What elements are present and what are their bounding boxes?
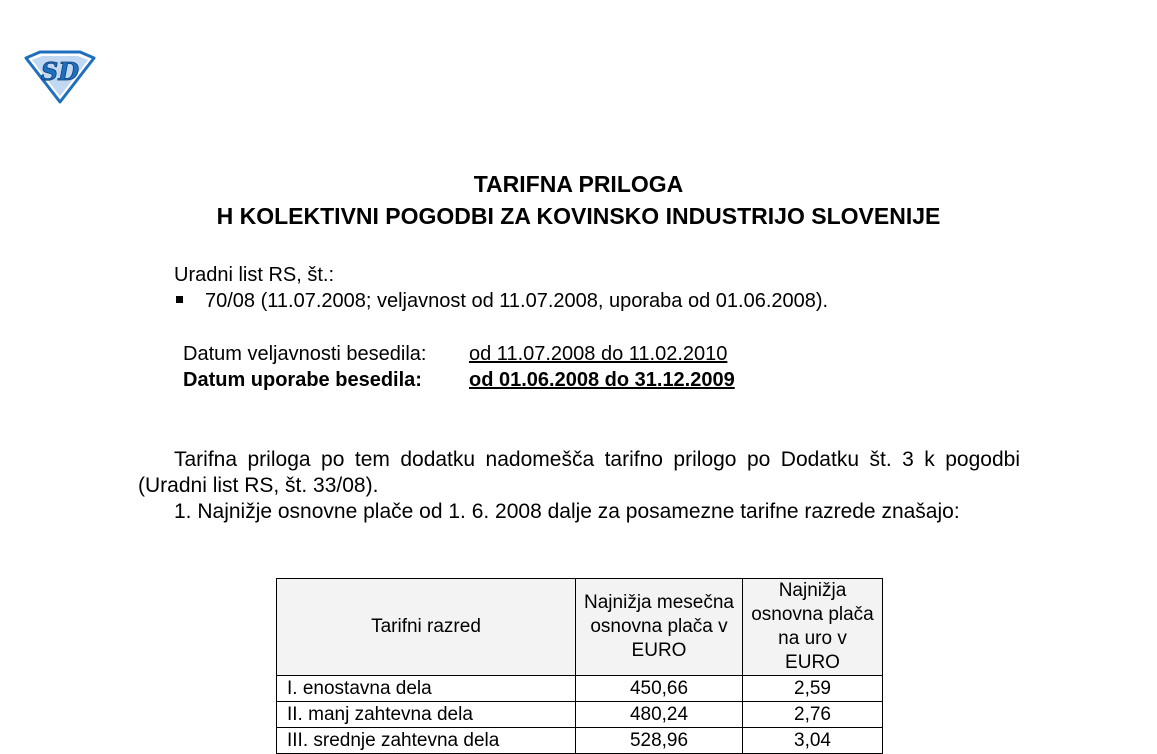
table-header-row: [277, 579, 883, 676]
tariff-table: [276, 578, 883, 754]
hourly-wage-cell: 2,59: [743, 676, 883, 702]
application-date-row: [183, 367, 735, 393]
validity-date-row: [183, 341, 735, 367]
section-1-paragraph: 1. Najnižje osnovne plače od 1. 6. 2008 dalje za posamezne tarifne razrede znašajo:: [174, 500, 960, 523]
tariff-class-cell: II. manj zahtevna dela: [277, 702, 576, 728]
tariff-class-cell: III. srednje zahtevna dela: [277, 728, 576, 754]
monthly-wage-cell: 528,96: [576, 728, 743, 754]
monthly-wage-cell: 480,24: [576, 702, 743, 728]
sd-shield-logo-icon: [22, 48, 96, 104]
monthly-wage-cell: 450,66: [576, 676, 743, 702]
official-gazette-label: Uradni list RS, št.:: [174, 264, 335, 286]
svg-text:SD: SD: [40, 57, 80, 86]
header-monthly-wage: Najnižja mesečna osnovna plača v EURO: [576, 579, 743, 676]
table-row: [277, 702, 883, 728]
tariff-class-cell: I. enostavna dela: [277, 676, 576, 702]
application-date-value: od 01.06.2008 do 31.12.2009: [469, 369, 735, 391]
header-hourly-wage: Najnižja osnovna plača na uro v EURO: [743, 579, 883, 676]
table-row: [277, 728, 883, 754]
header-tariff-class: Tarifni razred: [277, 579, 576, 676]
document-subtitle: H KOLEKTIVNI POGODBI ZA KOVINSKO INDUSTRIJO SLOVENIJE: [216, 203, 941, 229]
validity-date-value: od 11.07.2008 do 11.02.2010: [469, 343, 728, 365]
official-gazette-item-text: 70/08 (11.07.2008; veljavnost od 11.07.2008, uporaba od 01.06.2008).: [205, 290, 829, 312]
intro-paragraph: Tarifna priloga po tem dodatku nadomešča tarifno prilogo po Dodatku št. 3 k pogodbi (Uradni list RS, št. 33/08).: [138, 448, 1020, 497]
table-row: [277, 676, 883, 702]
hourly-wage-cell: 2,76: [743, 702, 883, 728]
official-gazette-item: [174, 290, 828, 313]
text-dates: [183, 341, 735, 393]
hourly-wage-cell: 3,04: [743, 728, 883, 754]
validity-date-label: Datum veljavnosti besedila:: [183, 343, 427, 365]
document-title: TARIFNA PRILOGA: [473, 171, 684, 197]
bullet-icon: [176, 296, 183, 303]
application-date-label: Datum uporabe besedila:: [183, 369, 422, 391]
